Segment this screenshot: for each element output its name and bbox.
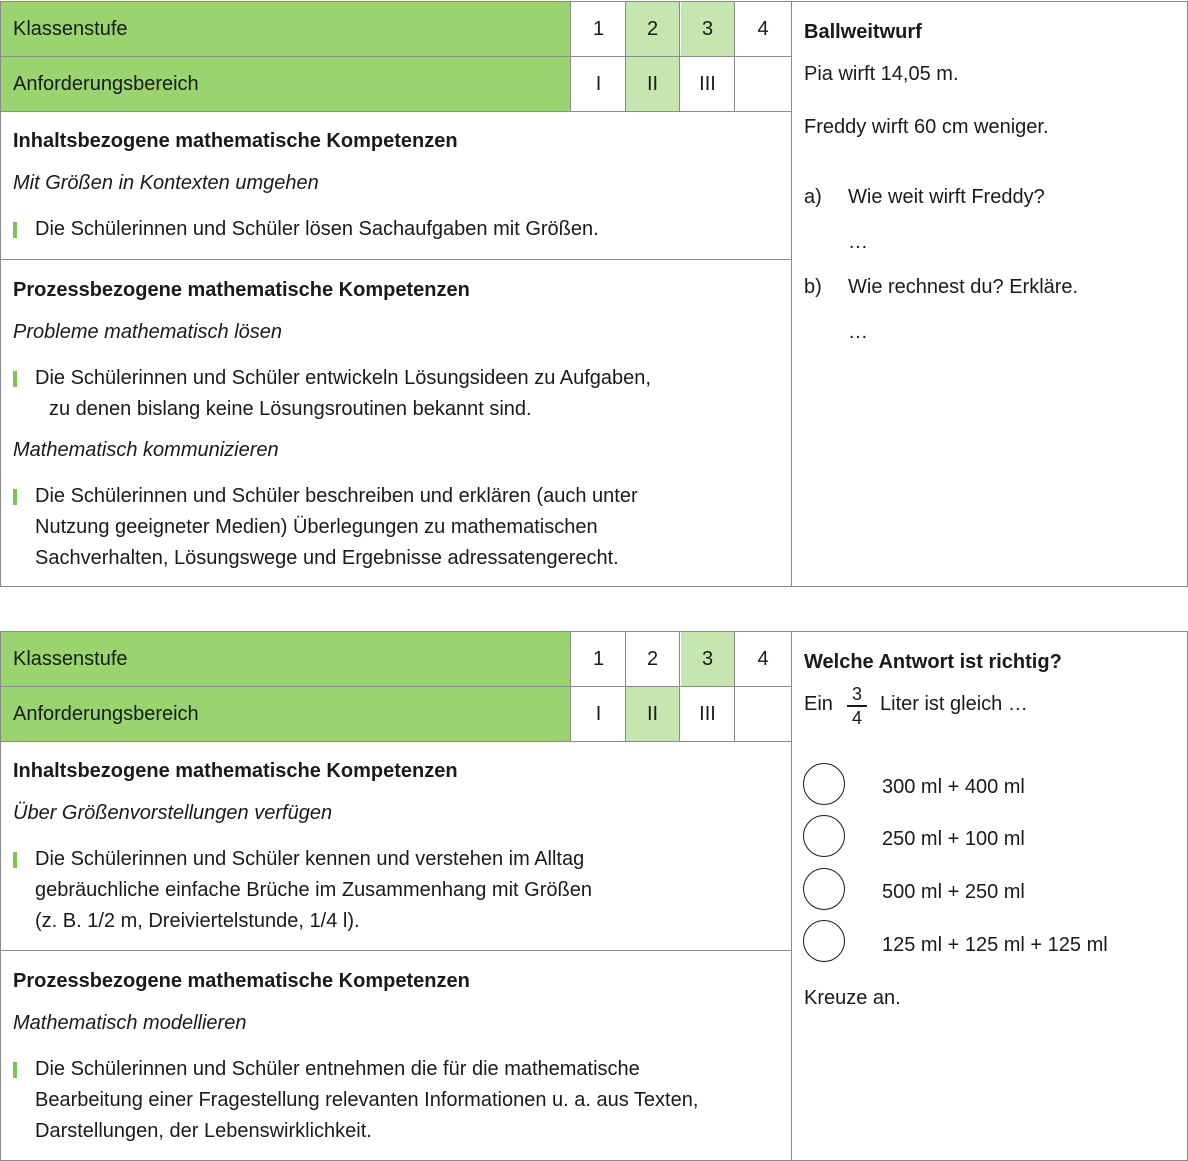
bullet-text-line-1: Die Schülerinnen und Schüler entwickeln Lösungsideen zu Aufgaben,	[35, 367, 651, 389]
requirement-area-label: Anforderungsbereich	[1, 57, 571, 111]
requirement-area-label: Anforderungsbereich	[1, 687, 571, 741]
answer-radio-2[interactable]	[803, 815, 845, 857]
bullet-marker-icon	[13, 852, 17, 868]
section-divider	[1, 950, 791, 951]
bullet-marker-icon	[13, 371, 17, 387]
grade-cell-3: 3	[681, 632, 735, 686]
process-competency-subtitle-1: Probleme mathematisch lösen	[13, 321, 283, 343]
grade-cell-2: 2	[626, 632, 680, 686]
section-divider	[1, 259, 791, 260]
answer-option-1: 300 ml + 400 ml	[882, 776, 1025, 798]
grade-level-label: Klassenstufe	[1, 632, 571, 686]
bullet-text-line-1: Die Schülerinnen und Schüler kennen und verstehen im Alltag	[35, 848, 585, 870]
bullet-text-line-2: zu denen bislang keine Lösungsroutinen bekannt sind.	[49, 398, 532, 420]
bullet-marker-icon	[13, 222, 17, 238]
question-a-text: Wie weit wirft Freddy?	[848, 186, 1045, 208]
task-title: Ballweitwurf	[804, 21, 922, 43]
process-competencies-title: Prozessbezogene mathematische Kompetenzen	[13, 970, 470, 992]
task-panel	[792, 2, 1187, 586]
area-cell-2: II	[626, 687, 680, 741]
grade-cell-3: 3	[681, 2, 735, 56]
bullet-text-line-3: Darstellungen, der Lebenswirklichkeit.	[35, 1120, 372, 1142]
task-line-1: Pia wirft 14,05 m.	[804, 63, 959, 85]
area-cell-4	[736, 687, 790, 741]
bullet-text: Die Schülerinnen und Schüler lösen Sachaufgaben mit Größen.	[35, 218, 599, 240]
bullet-marker-icon	[13, 489, 17, 505]
fraction-denominator: 4	[851, 707, 862, 728]
grade-level-row	[1, 2, 791, 57]
fraction-bar	[847, 705, 867, 707]
process-competency-subtitle-2: Mathematisch kommunizieren	[13, 439, 279, 461]
task-title: Welche Antwort ist richtig?	[804, 651, 1062, 673]
answer-radio-3[interactable]	[803, 868, 845, 910]
task-suffix: Liter ist gleich …	[880, 693, 1028, 715]
fraction-numerator: 3	[851, 684, 862, 704]
requirement-area-row	[1, 687, 791, 742]
content-competency-subtitle: Über Größenvorstellungen verfügen	[13, 802, 333, 824]
bullet-text-line-1: Die Schülerinnen und Schüler beschreiben und erklären (auch unter	[35, 485, 638, 507]
area-cell-1: I	[572, 57, 626, 111]
question-b-label: b)	[804, 276, 822, 298]
competency-card-1	[0, 1, 1188, 587]
area-cell-2: II	[626, 57, 680, 111]
grade-level-row	[1, 632, 791, 687]
answer-option-4: 125 ml + 125 ml + 125 ml	[882, 934, 1108, 956]
grade-level-label: Klassenstufe	[1, 2, 571, 56]
content-competencies-title: Inhaltsbezogene mathematische Kompetenzen	[13, 130, 458, 152]
grade-cell-4: 4	[757, 648, 769, 670]
bullet-text-line-2: gebräuchliche einfache Brüche im Zusammenhang mit Größen	[35, 879, 592, 901]
fraction-three-quarters	[847, 684, 867, 728]
competency-panel	[1, 632, 792, 1160]
grade-cell-1: 1	[572, 632, 626, 686]
requirement-area-row	[1, 57, 791, 112]
answer-option-2: 250 ml + 100 ml	[882, 828, 1025, 850]
content-competency-subtitle: Mit Größen in Kontexten umgehen	[13, 172, 319, 194]
answer-radio-1[interactable]	[803, 763, 845, 805]
bullet-text-line-3: Sachverhalten, Lösungswege und Ergebnisse adressatengerecht.	[35, 547, 619, 569]
bullet-text-line-1: Die Schülerinnen und Schüler entnehmen die für die mathematische	[35, 1058, 640, 1080]
area-cell-4	[736, 57, 790, 111]
answer-radio-4[interactable]	[803, 920, 845, 962]
task-instruction: Kreuze an.	[804, 987, 901, 1009]
content-competencies-title: Inhaltsbezogene mathematische Kompetenzen	[13, 760, 458, 782]
bullet-text-line-3: (z. B. 1/2 m, Dreiviertelstunde, 1/4 l).	[35, 910, 360, 932]
task-prefix: Ein	[804, 693, 833, 715]
answer-option-3: 500 ml + 250 ml	[882, 881, 1025, 903]
task-line-2: Freddy wirft 60 cm weniger.	[804, 116, 1049, 138]
competency-panel	[1, 2, 792, 586]
grade-cell-1: 1	[572, 2, 626, 56]
process-competency-subtitle-1: Mathematisch modellieren	[13, 1012, 247, 1034]
grade-cell-2: 2	[626, 2, 680, 56]
area-cell-3: III	[681, 687, 735, 741]
area-cell-3: III	[681, 57, 735, 111]
process-competencies-title: Prozessbezogene mathematische Kompetenzen	[13, 279, 470, 301]
question-b-text: Wie rechnest du? Erkläre.	[848, 276, 1079, 298]
bullet-text-line-2: Nutzung geeigneter Medien) Überlegungen zu mathematischen	[35, 516, 598, 538]
bullet-marker-icon	[13, 1062, 17, 1078]
grade-cell-4: 4	[757, 18, 769, 40]
bullet-text-line-2: Bearbeitung einer Fragestellung relevanten Informationen u. a. aus Texten,	[35, 1089, 699, 1111]
area-cell-1: I	[572, 687, 626, 741]
task-panel	[792, 632, 1187, 1160]
question-b-answer: …	[848, 321, 868, 343]
competency-card-2	[0, 631, 1188, 1161]
question-a-answer: …	[848, 231, 868, 253]
question-a-label: a)	[804, 186, 822, 208]
